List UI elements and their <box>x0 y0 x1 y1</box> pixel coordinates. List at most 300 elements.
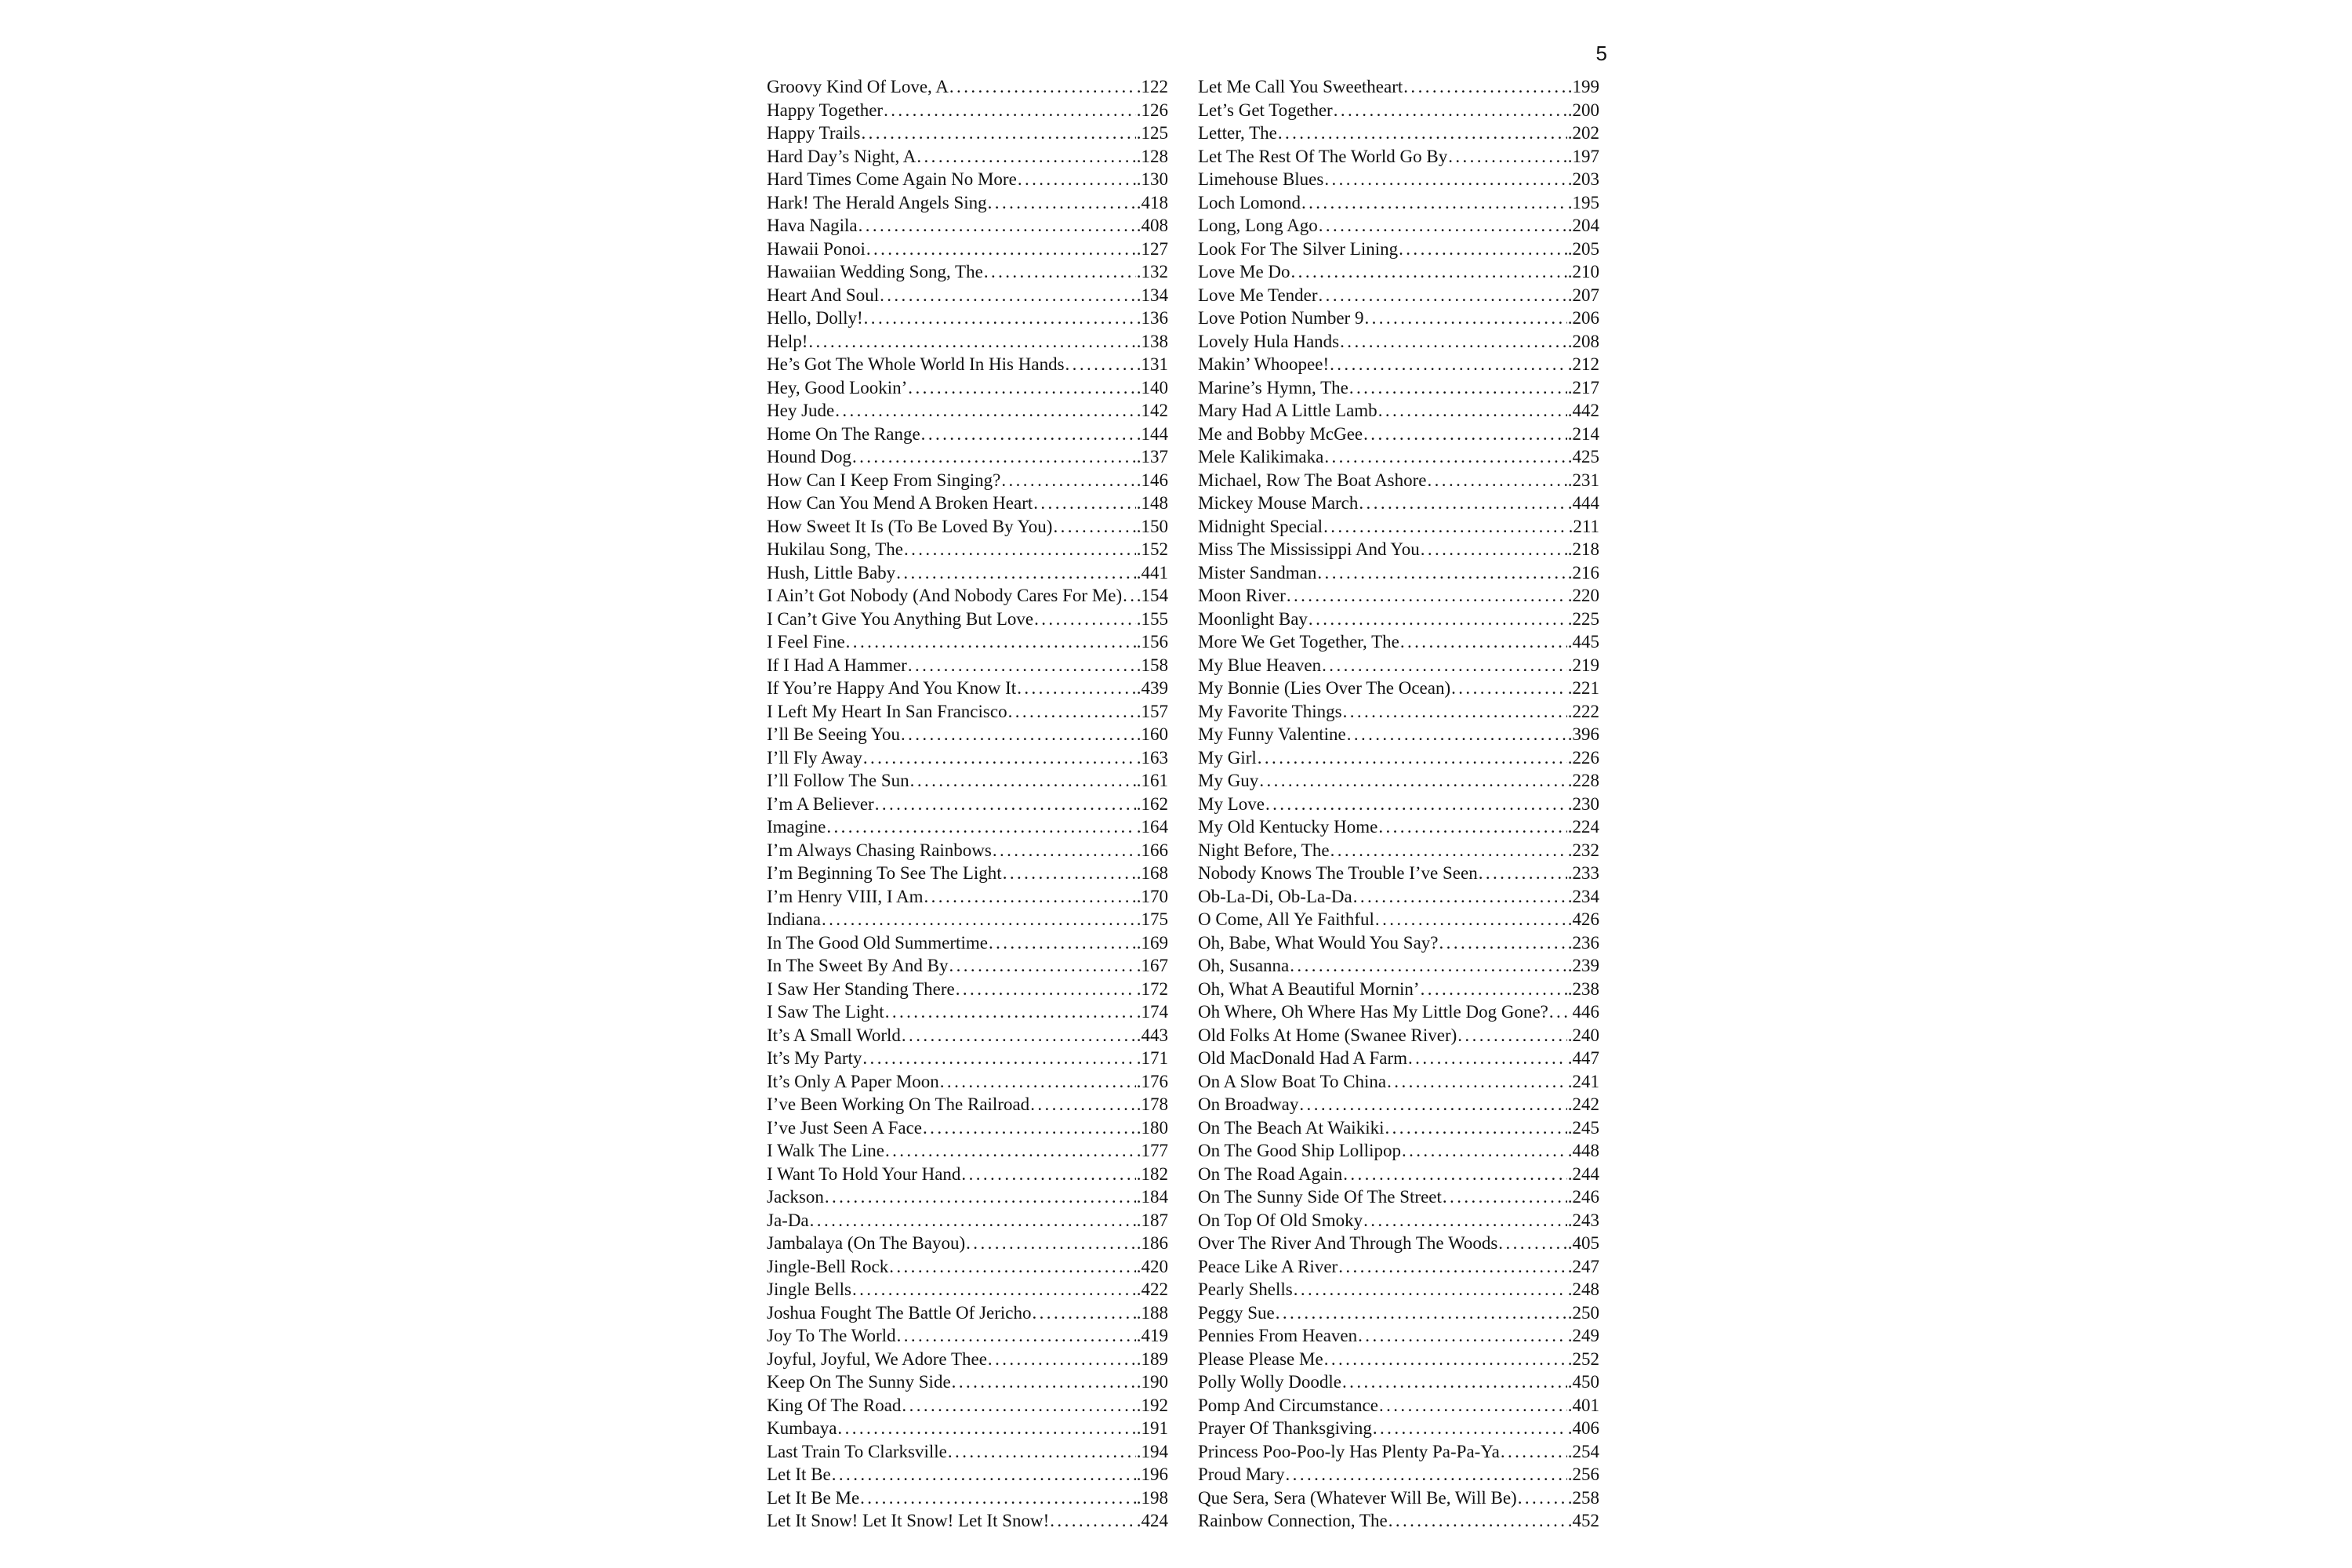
dot-leader <box>825 1185 1136 1209</box>
song-title: Jambalaya (On The Bayou) <box>767 1233 966 1253</box>
song-title: Let The Rest Of The World Go By <box>1198 146 1448 166</box>
page-reference: .401 <box>1567 1395 1599 1415</box>
index-entry <box>1198 1232 1599 1255</box>
index-entry <box>1198 1301 1599 1325</box>
song-title: Pennies From Heaven <box>1198 1326 1358 1345</box>
page-reference: .240 <box>1567 1025 1599 1045</box>
song-title: If I Had A Hammer <box>767 655 907 675</box>
page-reference: .190 <box>1136 1372 1168 1392</box>
song-title: I Feel Fine <box>767 632 845 652</box>
dot-leader <box>1330 353 1567 376</box>
dot-leader <box>1033 492 1136 515</box>
page-reference: .448 <box>1567 1141 1599 1160</box>
page-reference: .122 <box>1136 77 1168 96</box>
dot-leader <box>864 307 1136 330</box>
index-entry <box>767 1139 1168 1163</box>
index-entry <box>767 1255 1168 1279</box>
dot-leader <box>1319 284 1567 307</box>
song-title: Jingle-Bell Rock <box>767 1256 889 1276</box>
page-reference: .148 <box>1136 493 1168 513</box>
page-reference: .211 <box>1568 516 1599 536</box>
index-entry <box>767 353 1168 376</box>
page-reference: .230 <box>1567 793 1599 814</box>
page-reference: .217 <box>1567 377 1599 397</box>
index-entry <box>1198 700 1599 724</box>
dot-leader <box>822 908 1136 931</box>
page-reference: .425 <box>1567 447 1599 466</box>
dot-leader <box>1451 677 1567 700</box>
page-reference: .127 <box>1136 238 1168 259</box>
dot-leader <box>860 1486 1136 1510</box>
song-title: Joy To The World <box>767 1326 896 1345</box>
dot-leader <box>1123 584 1136 608</box>
dot-leader <box>1359 492 1566 515</box>
song-title: Hush, Little Baby <box>767 562 896 583</box>
song-title: Michael, Row The Boat Ashore <box>1198 470 1427 490</box>
song-title: Jackson <box>767 1187 824 1207</box>
index-entry <box>1198 561 1599 585</box>
page-reference: .444 <box>1567 493 1599 513</box>
dot-leader <box>1050 1509 1135 1533</box>
dot-leader <box>1324 168 1566 191</box>
dot-leader <box>1286 1463 1567 1486</box>
dot-leader <box>1349 376 1567 400</box>
page-reference: .171 <box>1136 1048 1168 1068</box>
dot-leader <box>1358 1324 1567 1348</box>
page-reference: .138 <box>1136 331 1168 351</box>
index-entry <box>1198 677 1599 700</box>
song-title: Hukilau Song, The <box>767 539 903 559</box>
index-entry <box>1198 1070 1599 1094</box>
song-title: Old MacDonald Had A Farm <box>1198 1048 1408 1068</box>
dot-leader <box>1317 561 1566 585</box>
song-title: I’m Henry VIII, I Am <box>767 886 924 906</box>
dot-leader <box>885 1139 1136 1163</box>
page-reference: .419 <box>1136 1326 1168 1345</box>
song-title: On A Slow Boat To China <box>1198 1071 1387 1091</box>
dot-leader <box>984 260 1136 284</box>
index-entry <box>767 1301 1168 1325</box>
song-title: On The Road Again <box>1198 1163 1343 1184</box>
dot-leader <box>1402 1139 1567 1163</box>
page-reference: .452 <box>1567 1511 1599 1530</box>
page-reference: .232 <box>1567 840 1599 860</box>
song-title: Joshua Fought The Battle Of Jericho <box>767 1302 1032 1323</box>
index-entry <box>1198 1278 1599 1301</box>
index-entry <box>1198 191 1599 215</box>
page-reference: .406 <box>1567 1418 1599 1438</box>
song-title: Prayer Of Thanksgiving <box>1198 1418 1372 1438</box>
dot-leader <box>1322 654 1567 677</box>
song-title: My Guy <box>1198 771 1259 790</box>
index-entry <box>767 584 1168 608</box>
page-reference: .125 <box>1136 123 1168 143</box>
dot-leader <box>1457 1024 1566 1047</box>
page-reference: .216 <box>1567 562 1599 583</box>
song-title: Me and Bobby McGee <box>1198 423 1363 444</box>
index-entry <box>767 839 1168 862</box>
page-reference: .248 <box>1567 1279 1599 1299</box>
dot-leader <box>1498 1232 1566 1255</box>
page-reference: .238 <box>1567 978 1599 999</box>
index-entry <box>767 1440 1168 1464</box>
index-entry <box>767 1417 1168 1440</box>
page-reference: .131 <box>1136 354 1168 374</box>
dot-leader <box>1400 630 1567 654</box>
dot-leader <box>1343 700 1567 724</box>
index-entry <box>1198 1139 1599 1163</box>
page-reference: .439 <box>1136 678 1168 698</box>
dot-leader <box>948 1440 1136 1464</box>
song-title: Happy Trails <box>767 123 861 143</box>
dot-leader <box>835 399 1136 423</box>
index-entry <box>767 1370 1168 1394</box>
page-reference: .222 <box>1567 701 1599 721</box>
dot-leader <box>1421 978 1567 1001</box>
page-reference: .156 <box>1136 632 1168 652</box>
page-reference: .166 <box>1136 840 1168 860</box>
index-entry <box>1198 238 1599 261</box>
page-reference: .176 <box>1136 1071 1168 1091</box>
index-entry <box>1198 1255 1599 1279</box>
page-reference: .164 <box>1136 817 1168 837</box>
page-reference: .254 <box>1567 1441 1599 1461</box>
song-title: Old Folks At Home (Swanee River) <box>1198 1025 1457 1045</box>
page-reference: .445 <box>1567 632 1599 652</box>
dot-leader <box>988 1348 1136 1371</box>
page-reference: .206 <box>1567 308 1599 328</box>
page-reference: .187 <box>1136 1210 1168 1230</box>
page-reference: .144 <box>1136 423 1168 444</box>
index-entry <box>1198 307 1599 330</box>
song-title: In The Good Old Summertime <box>767 932 988 953</box>
dot-leader <box>1334 99 1567 122</box>
dot-leader <box>1378 815 1566 839</box>
index-entry <box>767 654 1168 677</box>
index-entry <box>767 469 1168 492</box>
page-reference: .180 <box>1136 1117 1168 1138</box>
index-entry <box>1198 145 1599 169</box>
song-title: Moon River <box>1198 586 1286 605</box>
page-reference: .234 <box>1567 886 1599 906</box>
page-number: 5 <box>1595 42 1607 65</box>
index-entry <box>1198 862 1599 885</box>
index-entry <box>1198 1209 1599 1232</box>
song-title: My Blue Heaven <box>1198 655 1322 675</box>
index-entry <box>1198 630 1599 654</box>
song-title: I’ve Been Working On The Railroad <box>767 1094 1030 1114</box>
song-title: My Funny Valentine <box>1198 724 1346 744</box>
dot-leader <box>1259 769 1566 793</box>
song-title: Help! <box>767 331 808 351</box>
page-reference: .140 <box>1136 377 1168 397</box>
index-entry <box>1198 1509 1599 1533</box>
index-entry <box>767 746 1168 770</box>
dot-leader <box>1008 700 1136 724</box>
dot-leader <box>940 1070 1136 1094</box>
dot-leader <box>897 1324 1136 1348</box>
song-title: I Walk The Line <box>767 1141 884 1160</box>
index-entry <box>767 1324 1168 1348</box>
page-reference: .228 <box>1567 771 1599 790</box>
index-entry <box>1198 353 1599 376</box>
index-entry <box>1198 815 1599 839</box>
page-reference: .132 <box>1136 262 1168 281</box>
index-entry <box>767 75 1168 99</box>
index-entry <box>1198 515 1599 539</box>
page-reference: .126 <box>1136 100 1168 120</box>
index-entry <box>1198 931 1599 955</box>
page-reference: .175 <box>1136 909 1168 929</box>
song-title: Mele Kalikimaka <box>1198 447 1324 466</box>
dot-leader <box>1501 1440 1567 1464</box>
song-title: Marine’s Hymn, The <box>1198 377 1348 397</box>
page-reference: .150 <box>1136 516 1168 536</box>
index-entry <box>767 191 1168 215</box>
index-entry <box>767 1348 1168 1371</box>
dot-leader <box>1308 608 1567 631</box>
page-reference: .212 <box>1567 354 1599 374</box>
page-reference: .426 <box>1567 909 1599 929</box>
song-title: How Can I Keep From Singing? <box>767 470 1001 490</box>
index-entry <box>767 1000 1168 1024</box>
page-reference: .191 <box>1136 1418 1168 1438</box>
index-entry <box>1198 284 1599 307</box>
index-entry <box>767 214 1168 238</box>
dot-leader <box>1387 1070 1567 1094</box>
dot-leader <box>810 1209 1136 1232</box>
song-title: Miss The Mississippi And You <box>1198 539 1420 559</box>
dot-leader <box>1033 1301 1136 1325</box>
index-entry <box>767 122 1168 145</box>
index-entry <box>767 260 1168 284</box>
page-reference: .405 <box>1567 1233 1599 1253</box>
song-title: I’ve Just Seen A Face <box>767 1117 923 1138</box>
song-title: I’ll Follow The Sun <box>767 771 909 790</box>
index-entry <box>767 723 1168 746</box>
page-reference: .174 <box>1136 1002 1168 1022</box>
index-entry <box>767 538 1168 561</box>
page-reference: .241 <box>1567 1071 1599 1091</box>
page-reference: .205 <box>1567 238 1599 259</box>
dot-leader <box>1319 214 1567 238</box>
song-title: Oh Where, Oh Where Has My Little Dog Gone? <box>1198 1002 1548 1022</box>
song-title: Let It Snow! Let It Snow! Let It Snow! <box>767 1511 1050 1530</box>
song-title: In The Sweet By And By <box>767 956 949 975</box>
index-entry <box>1198 793 1599 816</box>
dot-leader <box>896 561 1136 585</box>
song-title: My Love <box>1198 793 1265 814</box>
dot-leader <box>1443 1185 1567 1209</box>
index-entry <box>767 561 1168 585</box>
page-reference: .204 <box>1567 216 1599 235</box>
index-entry <box>767 1278 1168 1301</box>
dot-leader <box>1065 353 1136 376</box>
dot-leader <box>901 723 1136 746</box>
index-entry <box>1198 1324 1599 1348</box>
page-reference: .418 <box>1136 192 1168 212</box>
song-title: I Saw Her Standing There <box>767 978 955 999</box>
index-entry <box>767 608 1168 631</box>
index-entry <box>767 1463 1168 1486</box>
page-reference: .186 <box>1136 1233 1168 1253</box>
page-reference: .142 <box>1136 401 1168 420</box>
song-title: Hark! The Herald Angels Sing <box>767 192 987 212</box>
page-reference: .157 <box>1136 701 1168 721</box>
dot-leader <box>904 538 1136 561</box>
dot-leader <box>1324 1348 1567 1371</box>
song-title: Look For The Silver Lining <box>1198 238 1399 259</box>
index-entry <box>1198 839 1599 862</box>
dot-leader <box>949 75 1136 99</box>
index-entry <box>1198 1417 1599 1440</box>
index-entry <box>1198 1486 1599 1510</box>
index-entry <box>1198 1047 1599 1070</box>
index-entry <box>767 677 1168 700</box>
dot-leader <box>1373 1417 1567 1440</box>
dot-leader <box>1053 515 1135 539</box>
dot-leader <box>1388 1509 1567 1533</box>
song-title: On The Good Ship Lollipop <box>1198 1141 1401 1160</box>
dot-leader <box>1343 1163 1567 1186</box>
page-reference: .442 <box>1567 401 1599 420</box>
index-entry <box>767 908 1168 931</box>
index-entry <box>767 1209 1168 1232</box>
dot-leader <box>837 1417 1135 1440</box>
song-title: Makin’ Whoopee! <box>1198 354 1330 374</box>
index-entry <box>767 630 1168 654</box>
dot-leader <box>1340 330 1567 354</box>
dot-leader <box>846 630 1136 654</box>
page-reference: .249 <box>1567 1326 1599 1345</box>
dot-leader <box>1291 260 1567 284</box>
song-title: Over The River And Through The Woods <box>1198 1233 1498 1253</box>
song-title: Happy Together <box>767 100 884 120</box>
page-reference: .136 <box>1136 308 1168 328</box>
dot-leader <box>863 746 1136 770</box>
index-entry <box>1198 99 1599 122</box>
page-reference: .210 <box>1567 262 1599 281</box>
page-reference: .441 <box>1136 562 1168 583</box>
page-reference: .203 <box>1567 169 1599 189</box>
dot-leader <box>1375 908 1567 931</box>
dot-leader <box>1364 307 1566 330</box>
page-reference: .182 <box>1136 1163 1168 1184</box>
dot-leader <box>1324 445 1566 469</box>
dot-leader <box>916 145 1135 169</box>
page-reference: .236 <box>1567 932 1599 953</box>
dot-leader <box>1338 1255 1567 1279</box>
index-entry <box>767 1163 1168 1186</box>
song-title: Que Sera, Sera (Whatever Will Be, Will Be) <box>1198 1487 1517 1508</box>
song-title: Keep On The Sunny Side <box>767 1372 951 1392</box>
index-entry <box>1198 746 1599 770</box>
dot-leader <box>1003 862 1136 885</box>
dot-leader <box>866 238 1136 261</box>
dot-leader <box>921 423 1136 446</box>
dot-leader <box>808 330 1135 354</box>
page-reference: .128 <box>1136 146 1168 166</box>
page-reference: .225 <box>1567 608 1599 629</box>
song-title: Groovy Kind Of Love, A <box>767 77 949 96</box>
page-reference: .245 <box>1567 1117 1599 1138</box>
song-title: Indiana <box>767 909 821 929</box>
index-entry <box>1198 376 1599 400</box>
index-entry <box>1198 1348 1599 1371</box>
dot-leader <box>1001 469 1135 492</box>
song-title: On Broadway <box>1198 1094 1299 1114</box>
index-entry <box>767 815 1168 839</box>
dot-leader <box>1258 746 1567 770</box>
index-entry <box>767 1232 1168 1255</box>
page-reference: .443 <box>1136 1025 1168 1045</box>
index-entry <box>1198 1394 1599 1417</box>
song-title: Night Before, The <box>1198 840 1330 860</box>
song-title: I Left My Heart In San Francisco <box>767 701 1007 721</box>
song-title: Love Me Do <box>1198 262 1290 281</box>
song-title: Hard Times Come Again No More <box>767 169 1017 189</box>
dot-leader <box>1290 954 1566 978</box>
index-entry <box>767 1509 1168 1533</box>
index-entry <box>1198 1116 1599 1140</box>
page-reference: .422 <box>1136 1279 1168 1299</box>
song-title: Home On The Range <box>767 423 920 444</box>
index-entry <box>1198 538 1599 561</box>
index-entry <box>767 1047 1168 1070</box>
dot-leader <box>1428 469 1567 492</box>
dot-leader <box>924 885 1136 909</box>
dot-leader <box>1301 191 1567 215</box>
index-entry <box>767 492 1168 515</box>
index-entry <box>767 978 1168 1001</box>
dot-leader <box>1278 122 1567 145</box>
index-entry <box>767 99 1168 122</box>
page-reference: .161 <box>1136 771 1168 790</box>
song-title: Letter, The <box>1198 123 1277 143</box>
index-entry <box>767 1024 1168 1047</box>
index-entry <box>767 145 1168 169</box>
index-entry <box>1198 769 1599 793</box>
song-title: Please Please Me <box>1198 1348 1323 1369</box>
page-reference: .450 <box>1567 1372 1599 1392</box>
index-entry <box>767 1093 1168 1116</box>
song-title: How Can You Mend A Broken Heart <box>767 493 1033 513</box>
dot-leader <box>1363 1209 1567 1232</box>
index-column-left <box>767 75 1168 1533</box>
page-reference: .420 <box>1136 1256 1168 1276</box>
index-entry <box>767 399 1168 423</box>
page-reference: .196 <box>1136 1465 1168 1484</box>
index-entry <box>1198 1024 1599 1047</box>
dot-leader <box>910 769 1136 793</box>
song-title: I Can’t Give You Anything But Love <box>767 608 1034 629</box>
song-title: My Bonnie (Lies Over The Ocean) <box>1198 678 1451 698</box>
index-entry <box>1198 954 1599 978</box>
song-title: Loch Lomond <box>1198 192 1301 212</box>
index-entry <box>1198 122 1599 145</box>
song-title: Mickey Mouse March <box>1198 493 1359 513</box>
song-title: Mary Had A Little Lamb <box>1198 401 1377 420</box>
index-entry <box>767 1185 1168 1209</box>
dot-leader <box>1323 515 1568 539</box>
index-entry <box>1198 1463 1599 1486</box>
index-column-right <box>1198 75 1599 1533</box>
page-reference: .195 <box>1567 192 1599 212</box>
page-reference: .178 <box>1136 1094 1168 1114</box>
index-entry <box>767 330 1168 354</box>
dot-leader <box>852 445 1136 469</box>
song-title: King Of The Road <box>767 1395 902 1415</box>
